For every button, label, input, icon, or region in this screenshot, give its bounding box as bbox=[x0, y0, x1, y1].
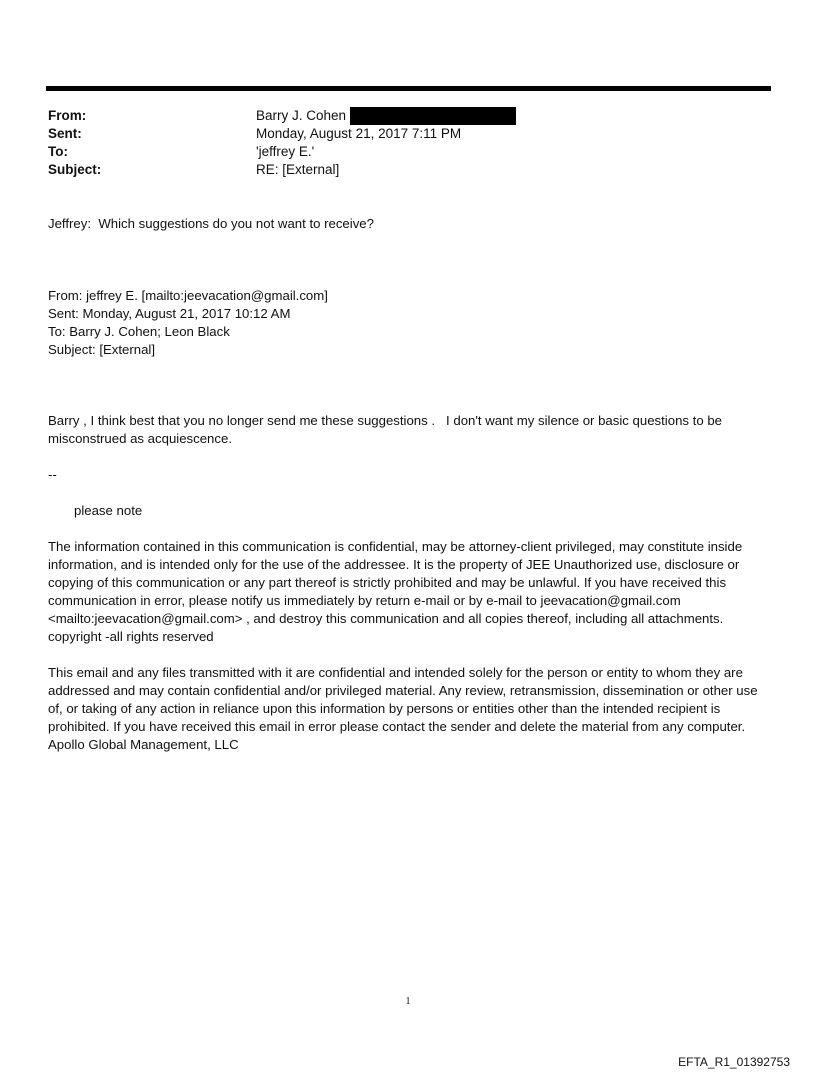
redaction-box bbox=[350, 107, 516, 125]
quoted-to: To: Barry J. Cohen; Leon Black bbox=[48, 324, 230, 339]
page-number: 1 bbox=[405, 996, 411, 1007]
subject-label: Subject: bbox=[48, 162, 102, 177]
reply-body: Jeffrey: Which suggestions do you not want to receive? bbox=[48, 216, 374, 231]
subject-value: RE: [External] bbox=[256, 162, 340, 177]
to-label: To: bbox=[48, 144, 68, 159]
bates-number: EFTA_R1_01392753 bbox=[678, 1055, 790, 1069]
disclaimer-jee: The information contained in this communication is confidential, may be attorney-client privileged, may constitute inside information, and is intended only for the use of the addressee. It is the property of JEE Unauthorized use, disclosure or copying of this communication or any part thereof is strictly prohibited and may be unlawful. If you have received this communication in error, please notify us immediately by return e-mail or by e-mail to jeevacation@gmail.com <mailto:jeevacation@gmail.com> , and destroy this communication and all copies thereof, including all attachments. copyright -all rights reserved bbox=[48, 539, 746, 644]
quoted-sent: Sent: Monday, August 21, 2017 10:12 AM bbox=[48, 306, 291, 321]
signature-separator: -- bbox=[48, 467, 57, 482]
from-label: From: bbox=[48, 108, 87, 123]
sent-value: Monday, August 21, 2017 7:11 PM bbox=[256, 126, 462, 141]
from-value bbox=[256, 107, 516, 125]
header-rule bbox=[46, 86, 771, 91]
to-value: 'jeffrey E.' bbox=[256, 144, 315, 159]
quoted-subject: Subject: [External] bbox=[48, 342, 156, 357]
from-name: Barry J. Cohen bbox=[256, 108, 347, 123]
please-note: please note bbox=[74, 503, 143, 518]
sent-label: Sent: bbox=[48, 126, 82, 141]
original-body: Barry , I think best that you no longer send me these suggestions . I don't want my silence or basic questions to be misconstrued as acquiescence. bbox=[48, 413, 726, 446]
quoted-from: From: jeffrey E. [mailto:jeevacation@gmail.com] bbox=[48, 288, 328, 303]
disclaimer-apollo: This email and any files transmitted with it are confidential and intended solely for the person or entity to whom they are addressed and may contain confidential and/or privileged material. Any review, retransmission, dissemination or other use of, or taking of any action in reliance upon this information by persons or entities other than the intended recipient is prohibited. If you have received this email in error please contact the sender and delete the material from any computer. Apollo Global Management, LLC bbox=[48, 665, 762, 752]
